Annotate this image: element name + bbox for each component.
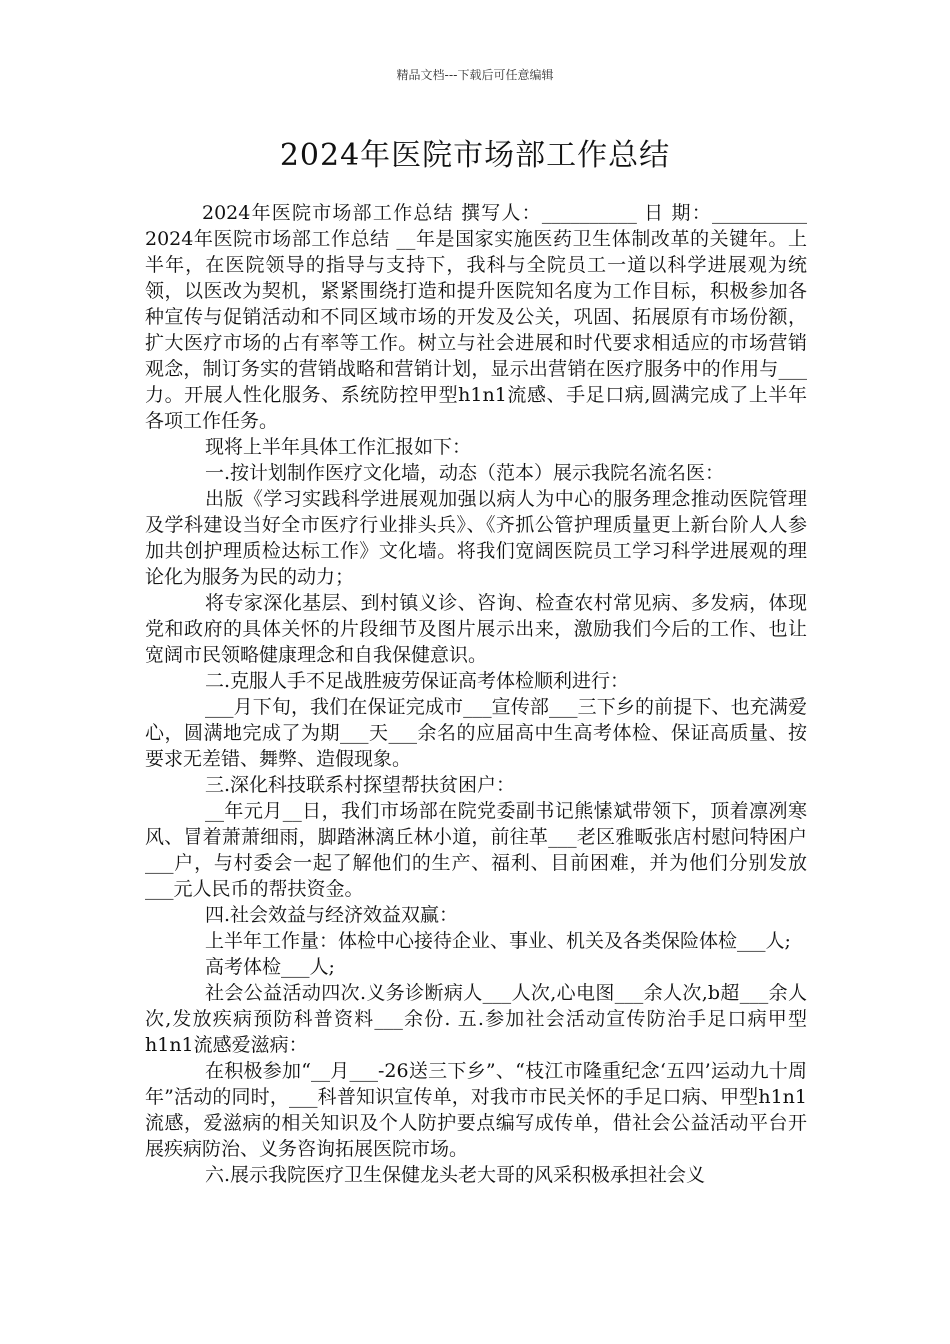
document-body [145, 200, 807, 1188]
paragraph-campaign: 在积极参加“__月___-26送三下乡”、“枝江市隆重纪念‘五四’运动九十周年”活动的同时，___科普知识宣传单，对我市市民关怀的手足口病、甲型h1n1流感，爱滋病的相关知识及个人防护要点编写成传单，借社会公益活动平台开展疾病防治、义务咨询拓展医院市场。 [145, 1060, 807, 1160]
section-heading-3: 三.深化科技联系村探望帮扶贫困户： [205, 774, 516, 796]
paragraph-intro: 2024年医院市场部工作总结 撰写人：__________ 日 期：__________ 2024年医院市场部工作总结 __年是国家实施医药卫生体制改革的关键年。上半年，在医院领导的指导与支持下，我科与全院员工一道以科学进展观为统领，以医改为契机，紧紧围绕打造和提升医院知名度为工作目标，积极参加各种宣传与促销活动和不同区域市场的开发及公关，巩固、拓展原有市场份额，扩大医疗市场的占有率等工作。树立与社会进展和时代要求相适应的市场营销观念，制订务实的营销战略和营销计划，显示出营销在医疗服务中的作用与___力。开展人性化服务、系统防控甲型h1n1流感、手足口病,圆满完成了上半年各项工作任务。 [145, 202, 807, 432]
paragraph-poverty-visit: __年元月__日，我们市场部在院党委副书记熊愫斌带领下，顶着凛冽寒风、冒着萧萧细雨，脚踏淋漓丘林小道，前往革___老区雅畈张店村慰问特困户___户，与村委会一起了解他们的生产、福利、目前困难，并为他们分别发放___元人民币的帮扶资金。 [145, 800, 807, 900]
page-header: 精品文档---下载后可任意编辑 [396, 68, 554, 82]
section-heading-2: 二.克服人手不足战胜疲劳保证高考体检顺利进行： [205, 670, 630, 692]
paragraph-exam-count: 高考体检___人; [205, 956, 335, 978]
document-title: 2024年医院市场部工作总结 [279, 138, 671, 173]
section-heading-6: 六.展示我院医疗卫生保健龙头老大哥的风采积极承担社会义 [205, 1164, 706, 1186]
section-heading-4: 四.社会效益与经济效益双赢： [205, 904, 459, 926]
paragraph-report-heading: 现将上半年具体工作汇报如下： [205, 436, 472, 458]
paragraph-culture-wall: 出版《学习实践科学进展观加强以病人为中心的服务理念推动医院管理及学科建设当好全市医疗行业排头兵》、《齐抓公管护理质量更上新台阶人人参加共创护理质检达标工作》文化墙。将我们宽阔医院员工学习科学进展观的理论化为服务为民的动力； [145, 488, 807, 588]
paragraph-public-welfare: 社会公益活动四次.义务诊断病人___人次,心电图___余人次,b超___余人次,发放疾病预防科普资料___余份. 五.参加社会活动宣传防治手足口病甲型h1n1流感爱滋病： [145, 982, 807, 1056]
paragraph-workload: 上半年工作量：体检中心接待企业、事业、机关及各类保险体检___人; [205, 930, 791, 952]
paragraph-expert-outreach: 将专家深化基层、到村镇义诊、咨询、检查农村常见病、多发病，体现党和政府的具体关怀的片段细节及图片展示出来，激励我们今后的工作、也让宽阔市民领略健康理念和自我保健意识。 [145, 592, 807, 666]
section-heading-1: 一.按计划制作医疗文化墙，动态（范本）展示我院名流名医： [205, 462, 725, 484]
paragraph-exam-checkup: ___月下旬，我们在保证完成市___宣传部___三下乡的前提下、也充满爱心，圆满地完成了为期___天___余名的应届高中生高考体检、保证高质量、按要求无差错、舞弊、造假现象。 [145, 696, 807, 770]
